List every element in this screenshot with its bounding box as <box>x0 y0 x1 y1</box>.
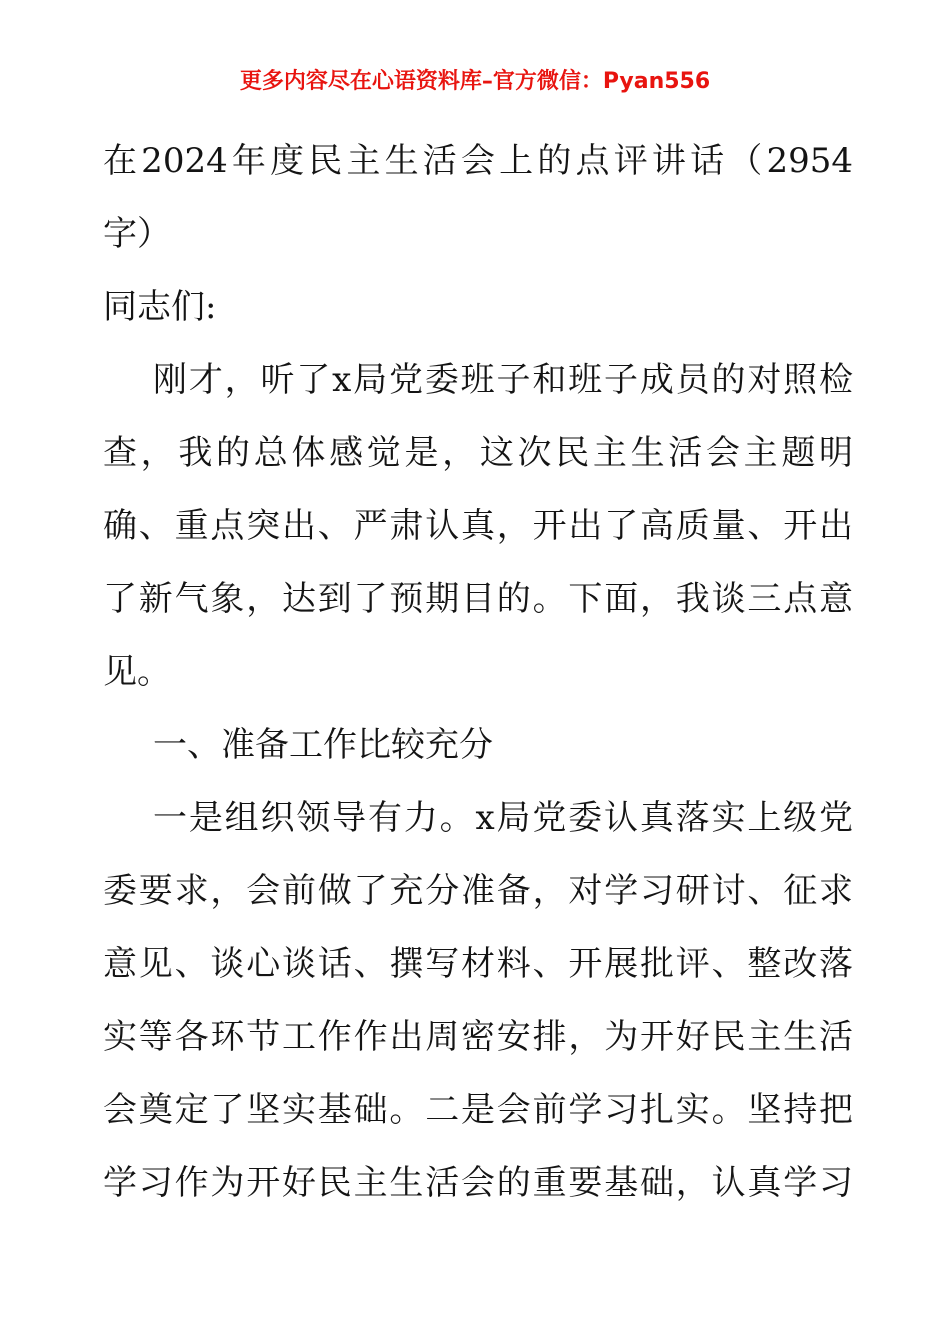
paragraph-line: 委要求，会前做了充分准备，对学习研讨、征求 <box>103 871 853 911</box>
paragraph-line: 一是组织领导有力。x局党委认真落实上级党 <box>153 798 853 838</box>
paragraph-line: 查，我的总体感觉是，这次民主生活会主题明 <box>103 433 853 473</box>
title-line: 在2024年度民主生活会上的点评讲话（2954 <box>103 141 853 181</box>
document-body <box>103 125 853 1220</box>
paragraph-line: 实等各环节工作作出周密安排，为开好民主生活 <box>103 1017 853 1057</box>
title-line: 字） <box>103 214 171 254</box>
paragraph-line: 刚才，听了x局党委班子和班子成员的对照检 <box>153 360 853 400</box>
watermark-header: 更多内容尽在心语资料库–官方微信：Pyan556 <box>239 69 711 94</box>
paragraph-line: 确、重点突出、严肃认真，开出了高质量、开出 <box>103 506 853 546</box>
paragraph-line: 学习作为开好民主生活会的重要基础，认真学习 <box>103 1163 853 1203</box>
section-heading: 一、准备工作比较充分 <box>153 725 493 765</box>
paragraph-line: 见。 <box>103 652 171 692</box>
paragraph-line: 会奠定了坚实基础。二是会前学习扎实。坚持把 <box>103 1090 853 1130</box>
paragraph-line: 意见、谈心谈话、撰写材料、开展批评、整改落 <box>103 944 853 984</box>
salutation: 同志们: <box>103 287 217 327</box>
paragraph-line: 了新气象，达到了预期目的。下面，我谈三点意 <box>103 579 853 619</box>
